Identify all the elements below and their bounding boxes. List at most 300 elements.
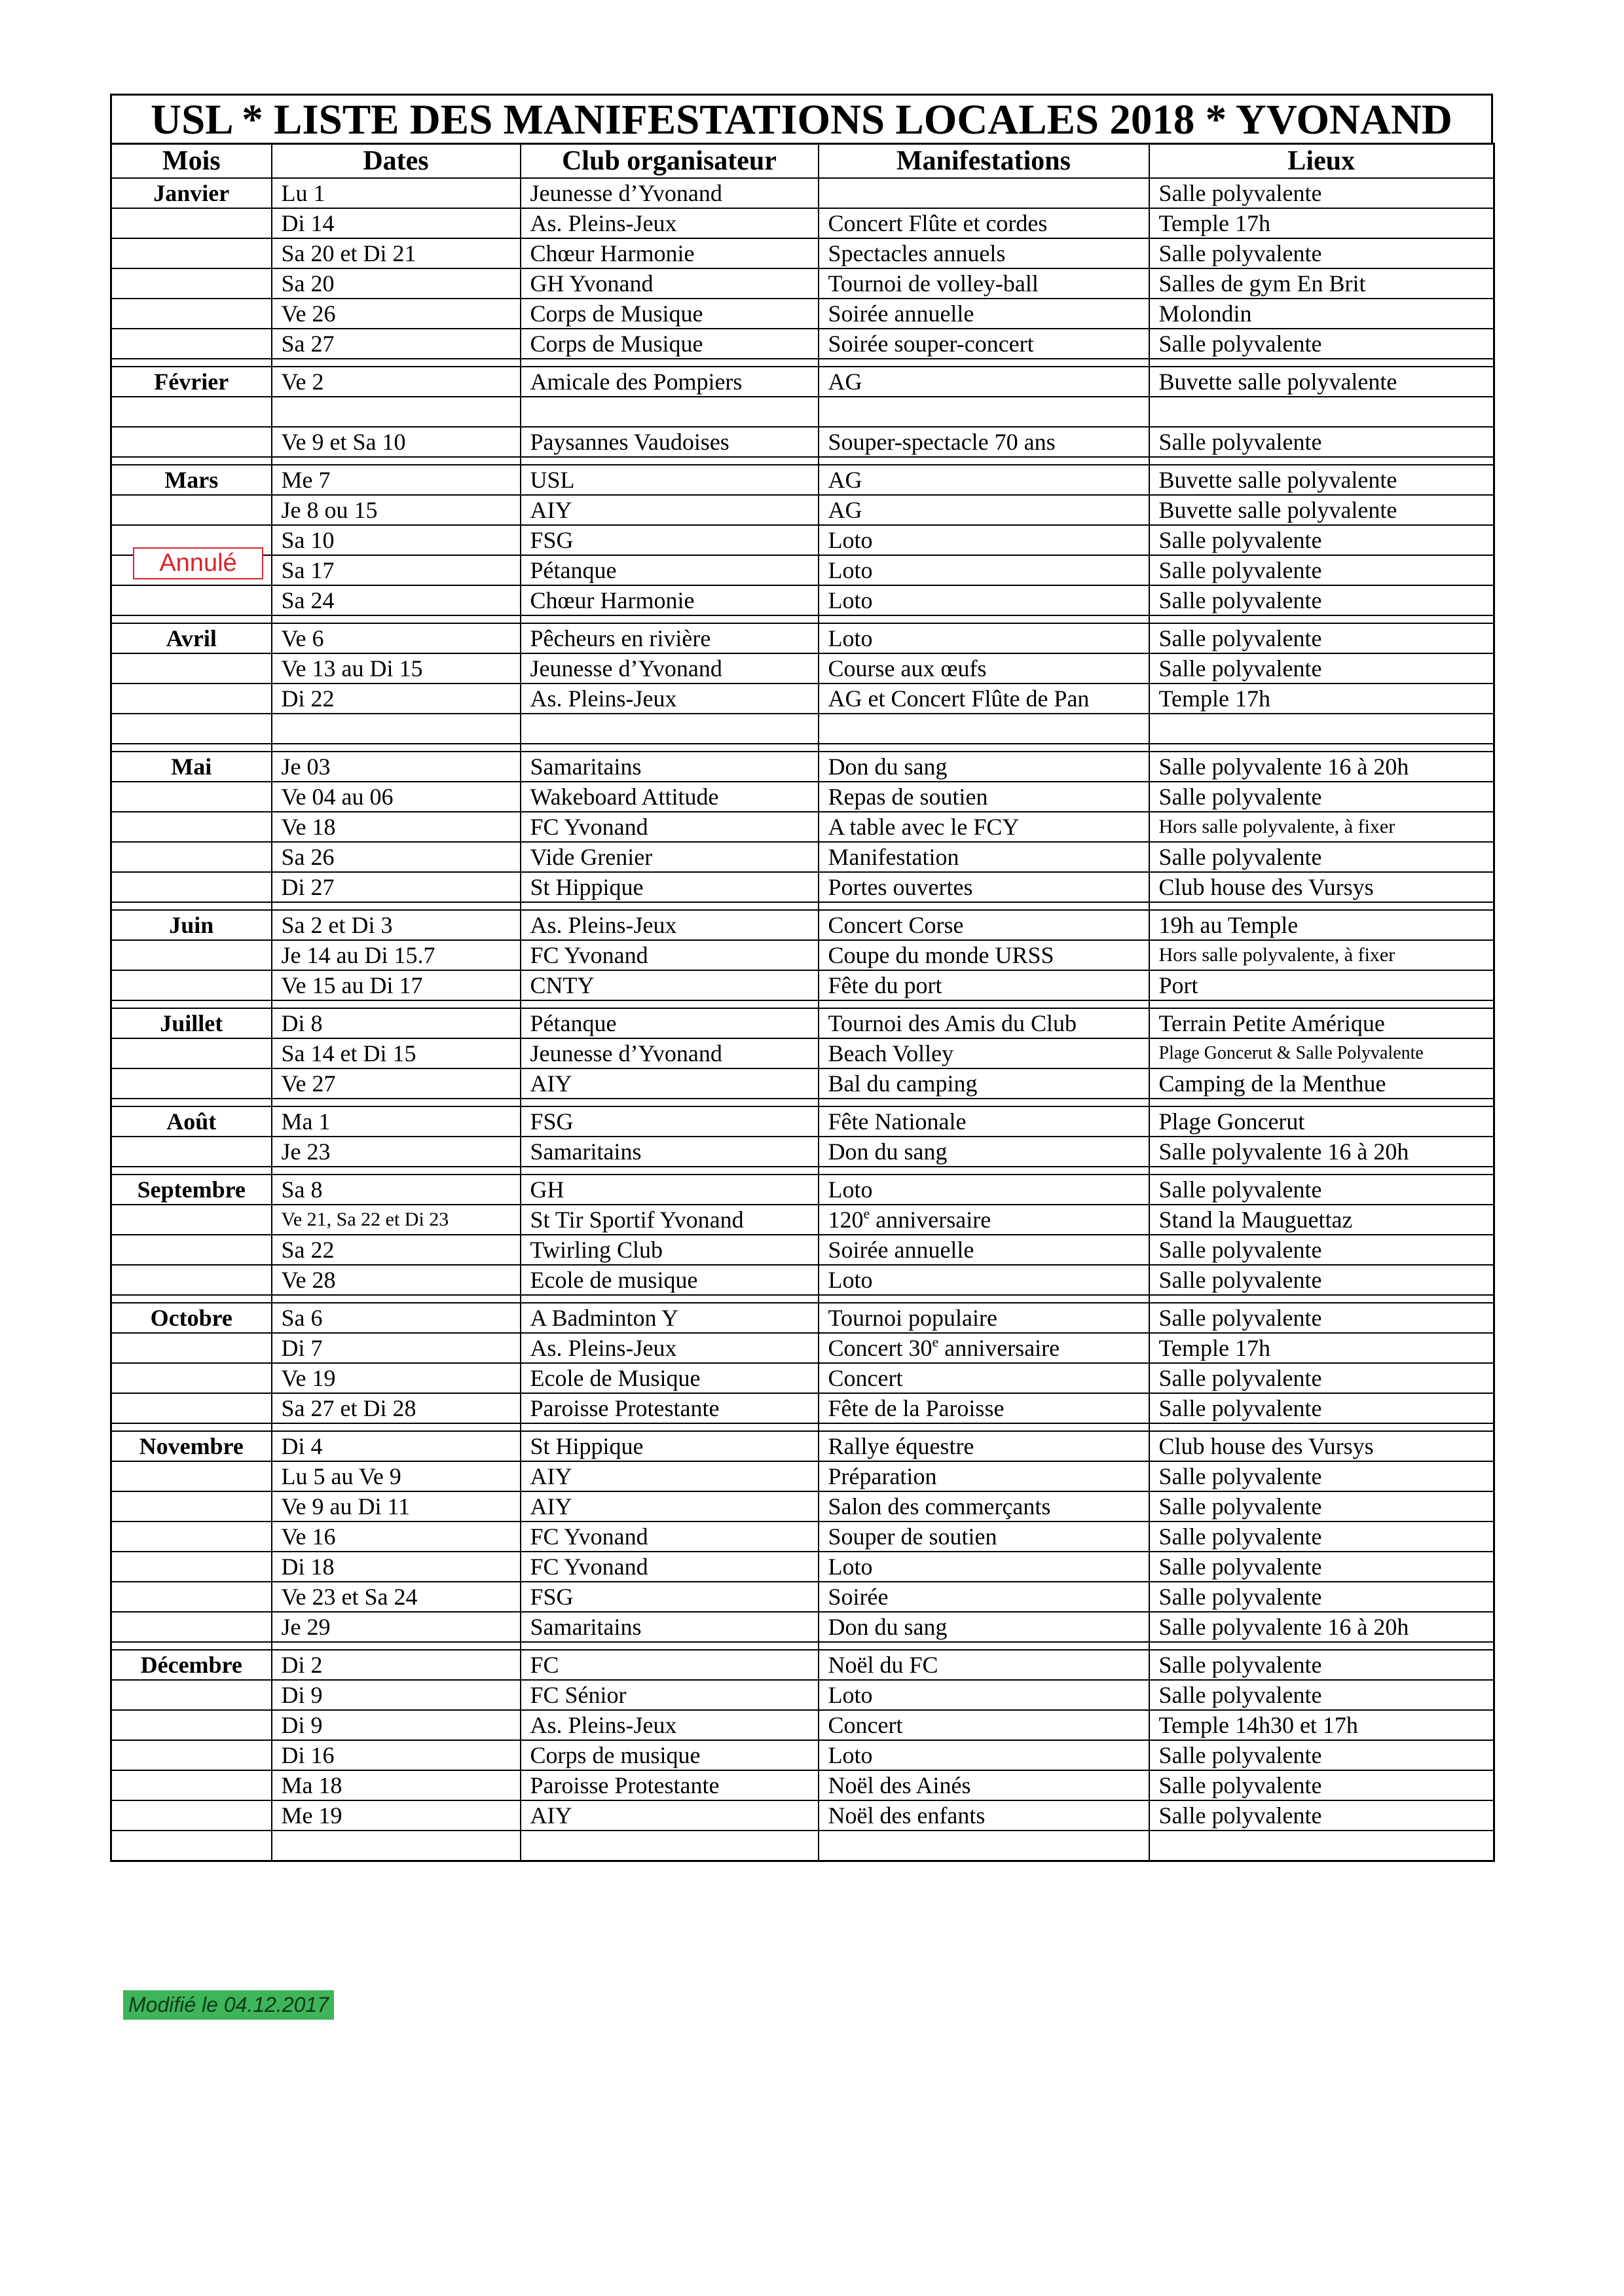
ordinal-superscript: e xyxy=(863,1205,870,1222)
date-cell: Je 14 au Di 15.7 xyxy=(272,940,521,970)
date-cell: Me 7 xyxy=(272,465,521,495)
month-cell xyxy=(111,1038,272,1068)
club-cell xyxy=(521,714,819,744)
date-cell: Ve 27 xyxy=(272,1068,521,1099)
event-cell: AG xyxy=(819,367,1149,397)
month-cell: Février xyxy=(111,367,272,397)
club-cell: Corps de Musique xyxy=(521,299,819,329)
page-title: USL * LISTE DES MANIFESTATIONS LOCALES 2018 * YVONAND xyxy=(110,94,1493,143)
separator-row xyxy=(111,615,1494,623)
date-cell: Ve 04 au 06 xyxy=(272,782,521,812)
location-cell: Temple 14h30 et 17h xyxy=(1149,1710,1494,1740)
table-row xyxy=(111,268,1494,299)
location-cell: Port xyxy=(1149,970,1494,1000)
location-cell: Salle polyvalente xyxy=(1149,782,1494,812)
table-row xyxy=(111,1137,1494,1167)
table-row xyxy=(111,555,1494,585)
table-row xyxy=(111,1235,1494,1265)
table-row xyxy=(111,872,1494,902)
table-row xyxy=(111,1612,1494,1642)
separator-cell xyxy=(111,1423,272,1431)
date-cell: Ve 6 xyxy=(272,623,521,653)
month-cell xyxy=(111,1461,272,1491)
separator-cell xyxy=(1149,1099,1494,1106)
date-cell xyxy=(272,714,521,744)
separator-cell xyxy=(272,902,521,910)
separator-row xyxy=(111,1000,1494,1008)
separator-row xyxy=(111,1423,1494,1431)
separator-cell xyxy=(819,615,1149,623)
month-cell: Avril xyxy=(111,623,272,653)
club-cell: A Badminton Y xyxy=(521,1303,819,1333)
month-cell xyxy=(111,1333,272,1363)
month-cell: Décembre xyxy=(111,1650,272,1680)
table-row xyxy=(111,299,1494,329)
events-table-body xyxy=(111,178,1494,1861)
separator-cell xyxy=(819,1642,1149,1650)
location-cell: Terrain Petite Amérique xyxy=(1149,1008,1494,1038)
location-cell xyxy=(1149,714,1494,744)
separator-cell xyxy=(521,1295,819,1303)
club-cell: FC Yvonand xyxy=(521,940,819,970)
location-cell: Stand la Mauguettaz xyxy=(1149,1205,1494,1235)
event-cell: Course aux œufs xyxy=(819,653,1149,683)
table-row xyxy=(111,653,1494,683)
date-cell: Ve 26 xyxy=(272,299,521,329)
separator-cell xyxy=(521,902,819,910)
table-row xyxy=(111,683,1494,714)
date-cell: Sa 10 xyxy=(272,525,521,555)
club-cell: Samaritains xyxy=(521,1137,819,1167)
date-cell: Ve 23 et Sa 24 xyxy=(272,1582,521,1612)
date-cell: Sa 26 xyxy=(272,842,521,872)
club-cell: As. Pleins-Jeux xyxy=(521,910,819,940)
date-cell: Ve 18 xyxy=(272,812,521,842)
separator-cell xyxy=(111,615,272,623)
location-cell: Salle polyvalente xyxy=(1149,525,1494,555)
event-text: 120 xyxy=(828,1207,864,1233)
club-cell: Pétanque xyxy=(521,1008,819,1038)
date-cell: Ve 16 xyxy=(272,1522,521,1552)
separator-cell xyxy=(272,1099,521,1106)
separator-cell xyxy=(272,359,521,367)
date-cell xyxy=(272,1831,521,1861)
club-cell: Paroisse Protestante xyxy=(521,1770,819,1800)
separator-cell xyxy=(521,359,819,367)
club-cell: AIY xyxy=(521,1800,819,1831)
event-cell: Souper de soutien xyxy=(819,1522,1149,1552)
location-cell: Molondin xyxy=(1149,299,1494,329)
club-cell: Ecole de Musique xyxy=(521,1363,819,1393)
club-cell: Pêcheurs en rivière xyxy=(521,623,819,653)
month-cell xyxy=(111,1068,272,1099)
club-cell: Paysannes Vaudoises xyxy=(521,427,819,457)
event-cell: AG et Concert Flûte de Pan xyxy=(819,683,1149,714)
event-cell: Don du sang xyxy=(819,1612,1149,1642)
separator-cell xyxy=(1149,457,1494,465)
event-cell: Fête de la Paroisse xyxy=(819,1393,1149,1423)
table-row xyxy=(111,465,1494,495)
month-cell xyxy=(111,268,272,299)
location-cell xyxy=(1149,397,1494,427)
location-cell: Hors salle polyvalente, à fixer xyxy=(1149,940,1494,970)
event-cell: Fête Nationale xyxy=(819,1106,1149,1137)
separator-cell xyxy=(111,1099,272,1106)
location-cell: Temple 17h xyxy=(1149,208,1494,238)
club-cell: Chœur Harmonie xyxy=(521,585,819,615)
separator-cell xyxy=(272,1000,521,1008)
separator-cell xyxy=(819,1099,1149,1106)
event-text-suffix: anniversaire xyxy=(870,1207,991,1233)
header-dates: Dates xyxy=(272,144,521,179)
month-cell xyxy=(111,1710,272,1740)
club-cell: Samaritains xyxy=(521,752,819,782)
separator-cell xyxy=(819,359,1149,367)
separator-cell xyxy=(521,1000,819,1008)
separator-cell xyxy=(819,457,1149,465)
location-cell: Hors salle polyvalente, à fixer xyxy=(1149,812,1494,842)
date-cell: Je 29 xyxy=(272,1612,521,1642)
month-cell xyxy=(111,329,272,359)
month-cell xyxy=(111,208,272,238)
separator-cell xyxy=(272,1642,521,1650)
club-cell: Vide Grenier xyxy=(521,842,819,872)
location-cell: Plage Goncerut xyxy=(1149,1106,1494,1137)
location-cell: Salle polyvalente xyxy=(1149,1522,1494,1552)
separator-cell xyxy=(521,457,819,465)
location-cell: Salle polyvalente 16 à 20h xyxy=(1149,1612,1494,1642)
table-row xyxy=(111,970,1494,1000)
event-cell: Tournoi populaire xyxy=(819,1303,1149,1333)
table-row xyxy=(111,1831,1494,1861)
month-cell: Août xyxy=(111,1106,272,1137)
separator-row xyxy=(111,1295,1494,1303)
date-cell: Di 9 xyxy=(272,1710,521,1740)
club-cell: FC Yvonand xyxy=(521,1552,819,1582)
event-cell: Loto xyxy=(819,1552,1149,1582)
month-cell xyxy=(111,1831,272,1861)
location-cell: Salle polyvalente xyxy=(1149,1393,1494,1423)
month-cell xyxy=(111,238,272,268)
separator-cell xyxy=(272,1423,521,1431)
month-cell xyxy=(111,1393,272,1423)
separator-cell xyxy=(1149,615,1494,623)
location-cell: Salle polyvalente xyxy=(1149,1491,1494,1522)
separator-cell xyxy=(1149,744,1494,752)
club-cell: FSG xyxy=(521,525,819,555)
event-cell: Concert Corse xyxy=(819,910,1149,940)
event-cell xyxy=(819,397,1149,427)
table-row xyxy=(111,585,1494,615)
month-cell xyxy=(111,299,272,329)
month-cell xyxy=(111,585,272,615)
location-cell: Salle polyvalente xyxy=(1149,427,1494,457)
table-row xyxy=(111,427,1494,457)
date-cell: Sa 20 et Di 21 xyxy=(272,238,521,268)
month-cell: Juin xyxy=(111,910,272,940)
separator-cell xyxy=(819,1423,1149,1431)
month-cell xyxy=(111,427,272,457)
location-cell: Camping de la Menthue xyxy=(1149,1068,1494,1099)
event-cell: Loto xyxy=(819,623,1149,653)
table-row xyxy=(111,1770,1494,1800)
date-cell: Ma 1 xyxy=(272,1106,521,1137)
header-lieux: Lieux xyxy=(1149,144,1494,179)
date-cell: Sa 20 xyxy=(272,268,521,299)
month-cell: Juillet xyxy=(111,1008,272,1038)
club-cell: Twirling Club xyxy=(521,1235,819,1265)
club-cell: AIY xyxy=(521,495,819,525)
table-row xyxy=(111,782,1494,812)
event-cell: Don du sang xyxy=(819,1137,1149,1167)
month-cell xyxy=(111,1522,272,1552)
month-cell xyxy=(111,1770,272,1800)
date-cell: Sa 27 xyxy=(272,329,521,359)
separator-cell xyxy=(111,744,272,752)
modified-date-note: Modifié le 04.12.2017 xyxy=(123,1990,334,2020)
table-row xyxy=(111,714,1494,744)
month-cell xyxy=(111,812,272,842)
club-cell: As. Pleins-Jeux xyxy=(521,683,819,714)
date-cell: Sa 6 xyxy=(272,1303,521,1333)
table-row xyxy=(111,1522,1494,1552)
event-cell: Soirée annuelle xyxy=(819,299,1149,329)
location-cell: Salle polyvalente xyxy=(1149,1363,1494,1393)
date-cell: Sa 2 et Di 3 xyxy=(272,910,521,940)
club-cell: FC Sénior xyxy=(521,1680,819,1710)
event-cell: Concert xyxy=(819,1363,1149,1393)
table-row xyxy=(111,367,1494,397)
event-cell: Soirée annuelle xyxy=(819,1235,1149,1265)
month-cell xyxy=(111,842,272,872)
separator-cell xyxy=(111,1642,272,1650)
date-cell: Di 22 xyxy=(272,683,521,714)
separator-cell xyxy=(1149,359,1494,367)
table-row xyxy=(111,525,1494,555)
table-row xyxy=(111,1265,1494,1295)
separator-cell xyxy=(819,1295,1149,1303)
club-cell: AIY xyxy=(521,1491,819,1522)
separator-cell xyxy=(819,744,1149,752)
location-cell: Salle polyvalente xyxy=(1149,585,1494,615)
separator-cell xyxy=(272,457,521,465)
header-club: Club organisateur xyxy=(521,144,819,179)
event-cell: Souper-spectacle 70 ans xyxy=(819,427,1149,457)
separator-row xyxy=(111,1642,1494,1650)
location-cell: Salle polyvalente 16 à 20h xyxy=(1149,752,1494,782)
event-cell: Loto xyxy=(819,585,1149,615)
club-cell: GH Yvonand xyxy=(521,268,819,299)
club-cell: Ecole de musique xyxy=(521,1265,819,1295)
date-cell: Lu 1 xyxy=(272,178,521,208)
separator-row xyxy=(111,1099,1494,1106)
event-text: Concert 30 xyxy=(828,1335,932,1361)
month-cell xyxy=(111,940,272,970)
date-cell: Je 23 xyxy=(272,1137,521,1167)
events-table xyxy=(110,143,1495,1862)
event-cell: Noël du FC xyxy=(819,1650,1149,1680)
club-cell: Corps de musique xyxy=(521,1740,819,1770)
table-row xyxy=(111,1461,1494,1491)
date-cell: Di 2 xyxy=(272,1650,521,1680)
location-cell: Salle polyvalente xyxy=(1149,1770,1494,1800)
location-cell: Salle polyvalente 16 à 20h xyxy=(1149,1137,1494,1167)
club-cell: As. Pleins-Jeux xyxy=(521,1710,819,1740)
event-cell: Rallye équestre xyxy=(819,1431,1149,1461)
location-cell: Salle polyvalente xyxy=(1149,1650,1494,1680)
month-cell xyxy=(111,1612,272,1642)
event-cell: Tournoi des Amis du Club xyxy=(819,1008,1149,1038)
event-cell: Noël des Ainés xyxy=(819,1770,1149,1800)
event-cell: Repas de soutien xyxy=(819,782,1149,812)
event-cell: Bal du camping xyxy=(819,1068,1149,1099)
date-cell: Sa 27 et Di 28 xyxy=(272,1393,521,1423)
location-cell: Salle polyvalente xyxy=(1149,842,1494,872)
event-cell xyxy=(819,1205,1149,1235)
date-cell: Di 7 xyxy=(272,1333,521,1363)
date-cell: Sa 24 xyxy=(272,585,521,615)
club-cell: St Tir Sportif Yvonand xyxy=(521,1205,819,1235)
table-row xyxy=(111,1393,1494,1423)
month-cell xyxy=(111,1552,272,1582)
club-cell: Amicale des Pompiers xyxy=(521,367,819,397)
table-row xyxy=(111,1582,1494,1612)
location-cell: Buvette salle polyvalente xyxy=(1149,465,1494,495)
separator-row xyxy=(111,359,1494,367)
event-cell: Tournoi de volley-ball xyxy=(819,268,1149,299)
location-cell: Salle polyvalente xyxy=(1149,1582,1494,1612)
location-cell: Salle polyvalente xyxy=(1149,329,1494,359)
event-cell: Noël des enfants xyxy=(819,1800,1149,1831)
separator-cell xyxy=(521,1167,819,1175)
date-cell: Je 8 ou 15 xyxy=(272,495,521,525)
club-cell: Jeunesse d’Yvonand xyxy=(521,1038,819,1068)
month-cell: Novembre xyxy=(111,1431,272,1461)
header-mois: Mois xyxy=(111,144,272,179)
table-row xyxy=(111,1552,1494,1582)
club-cell: AIY xyxy=(521,1068,819,1099)
month-cell xyxy=(111,714,272,744)
month-cell xyxy=(111,1205,272,1235)
location-cell: Salle polyvalente xyxy=(1149,653,1494,683)
separator-cell xyxy=(1149,1167,1494,1175)
table-row xyxy=(111,910,1494,940)
location-cell: Buvette salle polyvalente xyxy=(1149,367,1494,397)
separator-row xyxy=(111,457,1494,465)
club-cell: CNTY xyxy=(521,970,819,1000)
header-row xyxy=(111,144,1494,179)
separator-cell xyxy=(819,902,1149,910)
table-row xyxy=(111,752,1494,782)
separator-cell xyxy=(1149,1295,1494,1303)
event-cell: Coupe du monde URSS xyxy=(819,940,1149,970)
separator-cell xyxy=(521,615,819,623)
table-row xyxy=(111,1175,1494,1205)
event-cell: Préparation xyxy=(819,1461,1149,1491)
club-cell: Samaritains xyxy=(521,1612,819,1642)
location-cell: Salle polyvalente xyxy=(1149,1303,1494,1333)
date-cell: Sa 17 xyxy=(272,555,521,585)
club-cell: Chœur Harmonie xyxy=(521,238,819,268)
table-row xyxy=(111,842,1494,872)
location-cell: Salle polyvalente xyxy=(1149,1552,1494,1582)
month-cell xyxy=(111,1582,272,1612)
club-cell xyxy=(521,1831,819,1861)
event-cell: A table avec le FCY xyxy=(819,812,1149,842)
table-row xyxy=(111,397,1494,427)
table-row xyxy=(111,1363,1494,1393)
table-row xyxy=(111,208,1494,238)
club-cell: FC Yvonand xyxy=(521,812,819,842)
month-cell xyxy=(111,1680,272,1710)
separator-row xyxy=(111,902,1494,910)
date-cell: Me 19 xyxy=(272,1800,521,1831)
date-cell: Ve 19 xyxy=(272,1363,521,1393)
location-cell: Salle polyvalente xyxy=(1149,178,1494,208)
table-row xyxy=(111,1038,1494,1068)
event-cell: Loto xyxy=(819,1740,1149,1770)
month-cell xyxy=(111,1235,272,1265)
club-cell: FC xyxy=(521,1650,819,1680)
separator-cell xyxy=(272,1167,521,1175)
location-cell: Buvette salle polyvalente xyxy=(1149,495,1494,525)
month-cell xyxy=(111,1491,272,1522)
date-cell: Sa 14 et Di 15 xyxy=(272,1038,521,1068)
header-manifestations: Manifestations xyxy=(819,144,1149,179)
club-cell: AIY xyxy=(521,1461,819,1491)
month-cell xyxy=(111,1740,272,1770)
month-cell: Mai xyxy=(111,752,272,782)
club-cell: FC Yvonand xyxy=(521,1522,819,1552)
month-cell xyxy=(111,1800,272,1831)
location-cell: Salle polyvalente xyxy=(1149,1265,1494,1295)
date-cell: Di 18 xyxy=(272,1552,521,1582)
separator-cell xyxy=(111,1000,272,1008)
cancelled-stamp: Annulé xyxy=(133,547,263,579)
events-document xyxy=(110,94,1493,1862)
event-cell: Loto xyxy=(819,525,1149,555)
event-text-suffix: anniversaire xyxy=(938,1335,1060,1361)
separator-cell xyxy=(521,1642,819,1650)
club-cell: As. Pleins-Jeux xyxy=(521,1333,819,1363)
separator-cell xyxy=(272,615,521,623)
month-cell xyxy=(111,872,272,902)
separator-row xyxy=(111,1167,1494,1175)
date-cell: Ve 15 au Di 17 xyxy=(272,970,521,1000)
table-row xyxy=(111,940,1494,970)
date-cell: Ve 21, Sa 22 et Di 23 xyxy=(272,1205,521,1235)
club-cell: Jeunesse d’Yvonand xyxy=(521,178,819,208)
table-row xyxy=(111,495,1494,525)
event-cell xyxy=(819,714,1149,744)
table-row xyxy=(111,1431,1494,1461)
separator-cell xyxy=(111,902,272,910)
ordinal-superscript: e xyxy=(932,1334,939,1350)
month-cell xyxy=(111,683,272,714)
table-row xyxy=(111,1740,1494,1770)
club-cell: St Hippique xyxy=(521,872,819,902)
location-cell: 19h au Temple xyxy=(1149,910,1494,940)
table-row xyxy=(111,1650,1494,1680)
event-cell: Loto xyxy=(819,1680,1149,1710)
date-cell: Je 03 xyxy=(272,752,521,782)
month-cell xyxy=(111,1265,272,1295)
location-cell: Salle polyvalente xyxy=(1149,1680,1494,1710)
separator-cell xyxy=(1149,1423,1494,1431)
month-cell xyxy=(111,1137,272,1167)
location-cell: Salle polyvalente xyxy=(1149,555,1494,585)
event-cell: Beach Volley xyxy=(819,1038,1149,1068)
